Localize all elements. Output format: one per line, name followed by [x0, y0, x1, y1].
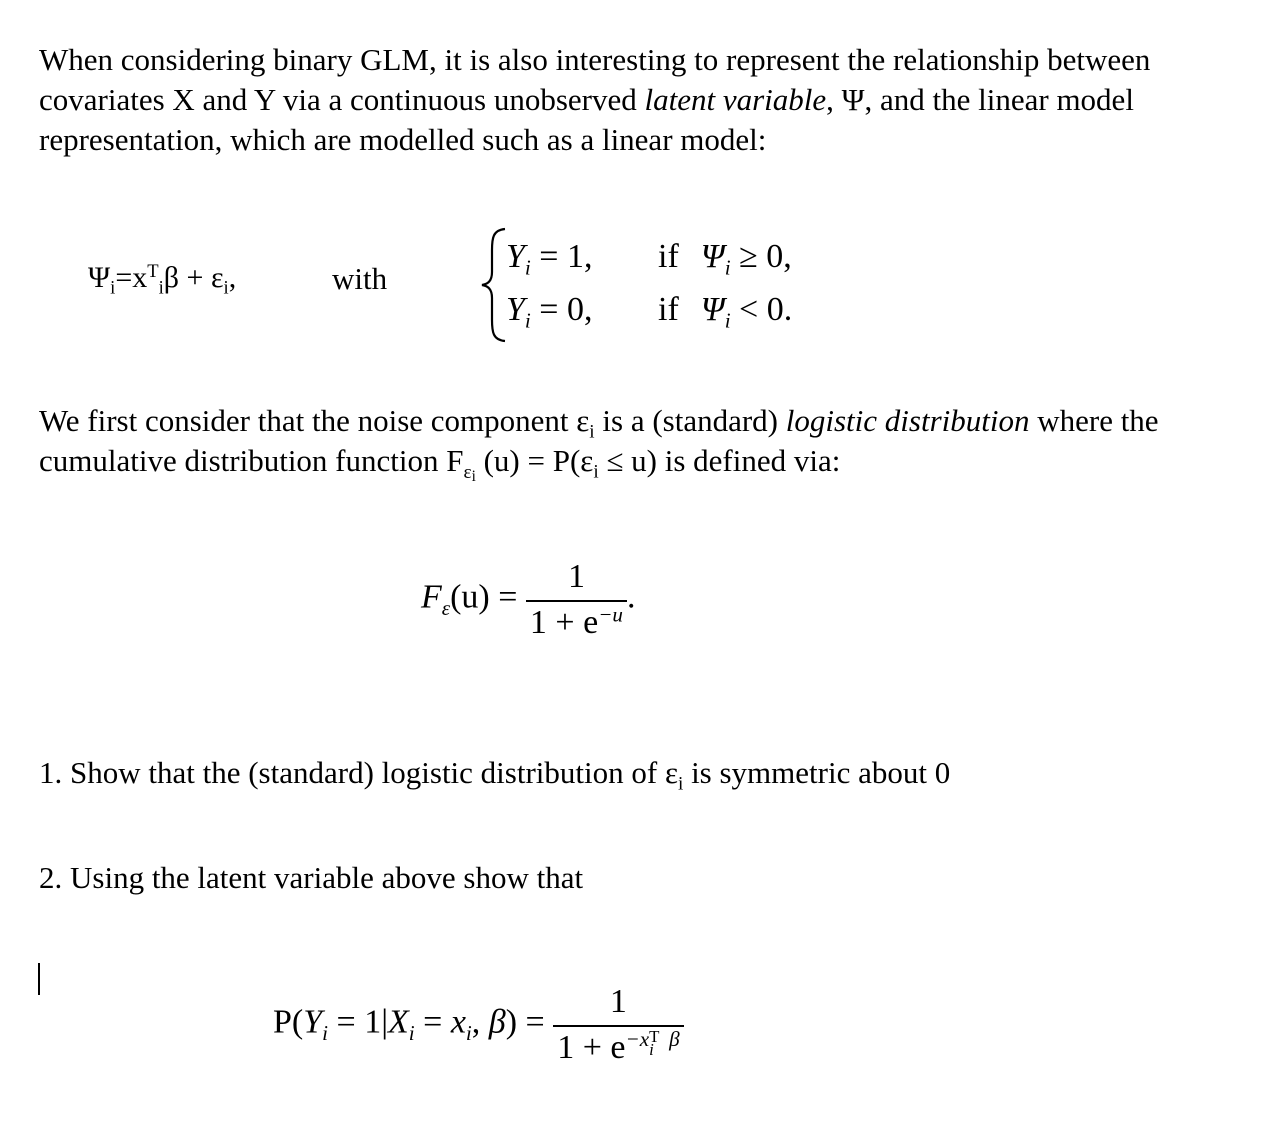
case1-psi-subscript: i: [724, 255, 731, 280]
prob-exponent-beta: β: [663, 1027, 680, 1051]
cdf-exponent: −u: [598, 602, 623, 626]
cdf-denominator-base: 1 + e: [529, 603, 599, 641]
prob-x-upper-subscript: i: [408, 1020, 415, 1045]
intro-line-2-text: covariates X and Y via a continuous unobserved: [39, 82, 645, 117]
prob-exponent: −x T i β: [625, 1026, 680, 1060]
intro-line-3: representation, which are modelled such as a linear model:: [39, 122, 767, 157]
equals-x: =x: [115, 261, 148, 294]
cdf-F: F: [421, 578, 442, 616]
noise-line-1-mid: is a (standard): [594, 403, 786, 438]
case1-condition: [658, 238, 792, 280]
cdf-numerator: 1: [567, 558, 585, 595]
intro-line-2-tail: , Ψ, and the linear model: [826, 82, 1134, 117]
cdf-subscript-i: i: [471, 467, 476, 485]
case2-inequality: < 0.: [730, 291, 793, 328]
intro-line-2: [39, 80, 1150, 120]
x-subscript: i: [158, 277, 164, 299]
intro-line-1: When considering binary GLM, it is also interesting to represent the relationship between: [39, 42, 1151, 77]
probability-equation: [273, 985, 684, 1065]
case1-value: = 1,: [530, 238, 593, 275]
cdf-argument: (u) =: [450, 578, 526, 616]
psi-symbol: Ψ: [88, 261, 111, 294]
prob-open: P(: [273, 1003, 304, 1041]
epsilon-subscript: i: [223, 277, 229, 299]
case-row-1: [506, 238, 792, 280]
prob-fraction: [553, 985, 683, 1065]
prob-given: = 1|: [328, 1003, 388, 1041]
noise-line-1: [39, 401, 1159, 441]
cdf-fraction: [526, 560, 627, 640]
logistic-cdf-equation: [421, 560, 635, 640]
question-1-text: 1. Show that the (standard) logistic distribution of ε: [39, 755, 678, 790]
prob-x-lower-subscript: i: [465, 1020, 472, 1045]
case1-if: if: [658, 238, 679, 275]
left-brace-icon: [479, 226, 509, 344]
question-2: 2. Using the latent variable above show that: [39, 860, 584, 895]
cdf-period: .: [626, 578, 636, 616]
case1-psi: Ψ: [700, 238, 725, 275]
case2-y-subscript: i: [524, 308, 531, 333]
cdf-F-subscript: ε: [441, 595, 451, 620]
case2-y: Y: [506, 291, 525, 328]
case2-psi-subscript: i: [724, 308, 731, 333]
prob-y: Y: [303, 1003, 323, 1041]
case2-if: if: [658, 291, 679, 328]
prob-denominator-base: 1 + e: [557, 1028, 626, 1066]
transpose-superscript: T: [147, 260, 159, 282]
prob-x-lower: x: [450, 1003, 466, 1041]
noise-line-1-text: We first consider that the noise component ε: [39, 403, 590, 438]
question-1-subscript: i: [677, 773, 684, 795]
intro-paragraph: [39, 40, 1150, 160]
prob-exponent-x: −x: [625, 1027, 650, 1051]
prob-y-subscript: i: [322, 1020, 329, 1045]
prob-comma: ,: [471, 1003, 489, 1041]
psi-subscript: i: [110, 277, 116, 299]
text-cursor[interactable]: [38, 963, 40, 995]
epsilon-subscript-2: i: [593, 461, 599, 483]
case2-psi: Ψ: [700, 291, 725, 328]
cdf-subscript-epsilon: ε: [463, 461, 472, 483]
question-1-tail: is symmetric about 0: [683, 755, 951, 790]
beta-plus-epsilon: β + ε: [163, 261, 224, 294]
epsilon-subscript: i: [589, 421, 595, 443]
case-row-2: [506, 291, 793, 333]
prob-numerator: 1: [609, 983, 627, 1020]
latent-model-equation: [88, 260, 237, 299]
prob-denominator: [553, 1027, 683, 1065]
noise-line-1-tail: where the: [1029, 403, 1159, 438]
prob-equals: =: [414, 1003, 451, 1041]
case1-y: Y: [506, 238, 525, 275]
noise-paragraph: [39, 401, 1159, 485]
cdf-text: cumulative distribution function F: [39, 443, 464, 478]
cdf-denominator: [526, 602, 627, 640]
prob-beta: β: [488, 1003, 506, 1041]
with-word: with: [332, 261, 388, 296]
prob-close: ) =: [505, 1003, 554, 1041]
comma: ,: [228, 261, 237, 294]
question-1: [39, 753, 950, 793]
case2-value: = 0,: [530, 291, 593, 328]
cdf-tail: ≤ u) is defined via:: [598, 443, 841, 478]
case1-inequality: ≥ 0,: [730, 238, 792, 275]
logistic-distribution-term: logistic distribution: [785, 403, 1030, 438]
cdf-mid: (u) = P(ε: [475, 443, 594, 478]
cdf-subscript: [463, 462, 475, 483]
case2-condition: [658, 291, 793, 333]
noise-line-2: [39, 441, 1159, 485]
case1-y-subscript: i: [524, 255, 531, 280]
prob-x-upper: X: [388, 1003, 409, 1041]
latent-variable-term: latent variable: [644, 82, 827, 117]
